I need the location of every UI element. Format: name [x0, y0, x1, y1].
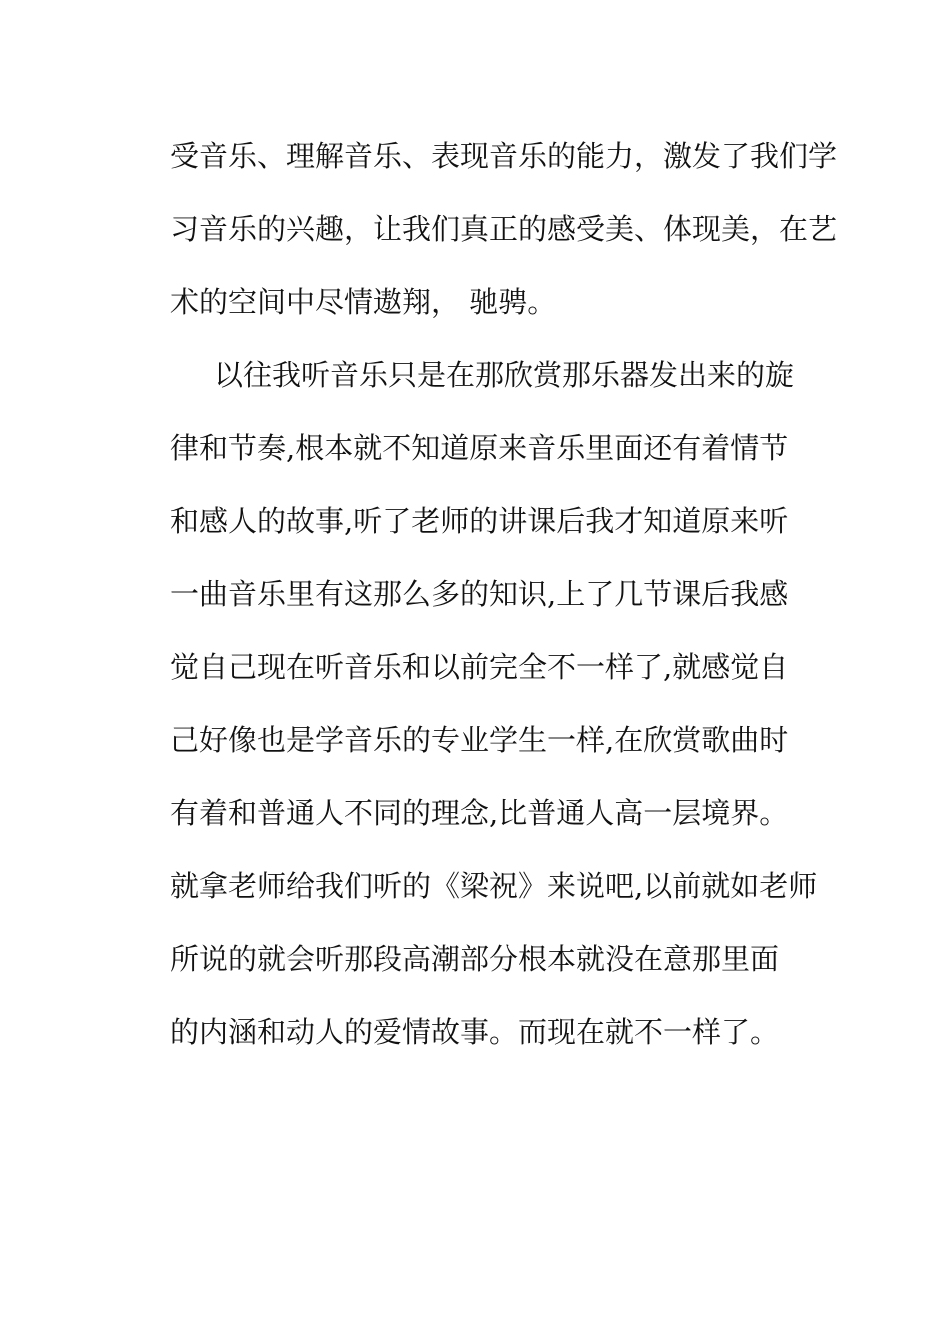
text-line: 觉自己现在听音乐和以前完全不一样了,就感觉自	[170, 650, 789, 684]
text-line: 有着和普通人不同的理念,比普通人高一层境界。	[170, 796, 789, 830]
text-line: 所说的就会听那段高潮部分根本就没在意那里面	[170, 942, 780, 976]
text-line: 术的空间中尽情遨翔， 驰骋。	[170, 285, 557, 319]
text-line: 己好像也是学音乐的专业学生一样,在欣赏歌曲时	[170, 723, 789, 757]
text-line: 受音乐、理解音乐、表现音乐的能力，激发了我们学	[170, 139, 838, 173]
body-text	[170, 120, 838, 1069]
text-line: 一曲音乐里有这那么多的知识,上了几节课后我感	[170, 577, 789, 611]
text-line: 的内涵和动人的爱情故事。而现在就不一样了。	[170, 1015, 780, 1049]
text-line: 就拿老师给我们听的《梁祝》来说吧,以前就如老师	[170, 869, 818, 903]
text-line: 习音乐的兴趣，让我们真正的感受美、体现美，在艺	[170, 212, 838, 246]
text-line: 律和节奏,根本就不知道原来音乐里面还有着情节	[170, 431, 789, 465]
text-line: 和感人的故事,听了老师的讲课后我才知道原来听	[170, 504, 789, 538]
paragraph-first-line: 以往我听音乐只是在那欣赏那乐器发出来的旋	[214, 358, 795, 392]
